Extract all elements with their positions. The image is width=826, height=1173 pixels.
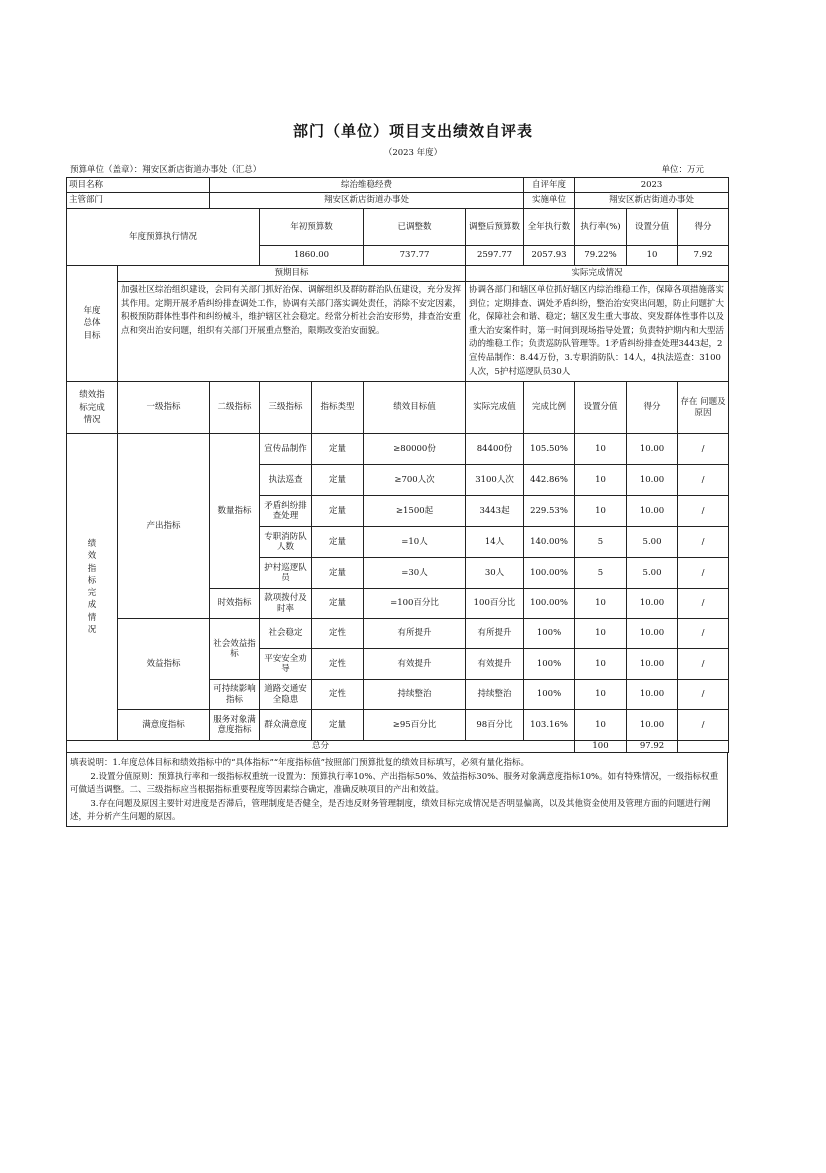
total-label: 总分	[67, 741, 575, 753]
budget-header: 已调整数	[364, 209, 466, 246]
project-name-label: 项目名称	[67, 178, 210, 193]
eval-year-label: 自评年度	[524, 178, 575, 193]
target-cell: =10人	[364, 527, 466, 558]
weight-cell: 10	[575, 434, 627, 465]
indicator-header: 设置分值	[575, 382, 627, 434]
budget-value: 2057.93	[524, 246, 575, 266]
score-cell: 10.00	[627, 465, 678, 496]
type-cell: 定量	[312, 558, 364, 589]
target-cell: =30人	[364, 558, 466, 589]
ratio-cell: 100.00%	[524, 589, 575, 619]
level1-benefit: 效益指标	[118, 619, 210, 710]
level2-timeliness: 时效指标	[210, 589, 260, 619]
budget-row-label: 年度预算执行情况	[67, 209, 260, 266]
type-cell: 定量	[312, 527, 364, 558]
target-cell: 有所提升	[364, 619, 466, 649]
type-cell: 定量	[312, 496, 364, 527]
ratio-cell: 100%	[524, 649, 575, 680]
level3-cell: 执法巡查	[260, 465, 312, 496]
expected-goal-header: 预期目标	[118, 266, 466, 282]
level1-output: 产出指标	[118, 434, 210, 619]
budget-unit: 预算单位（盖章）：翔安区新店街道办事处（汇总）	[70, 165, 262, 175]
weight-cell: 10	[575, 496, 627, 527]
level2-quantity: 数量指标	[210, 434, 260, 589]
ratio-cell: 100%	[524, 619, 575, 649]
total-issue	[678, 741, 729, 753]
issue-cell: /	[678, 619, 729, 649]
budget-header: 全年执行数	[524, 209, 575, 246]
target-cell: ≥80000份	[364, 434, 466, 465]
target-cell: ≥1500起	[364, 496, 466, 527]
target-cell: ≥95百分比	[364, 710, 466, 741]
budget-value: 79.22%	[575, 246, 627, 266]
type-cell: 定量	[312, 710, 364, 741]
currency-unit: 单位：万元	[661, 165, 704, 175]
actual-cell: 84400份	[466, 434, 524, 465]
indicator-header: 得分	[627, 382, 678, 434]
type-cell: 定量	[312, 589, 364, 619]
actual-cell: 98百分比	[466, 710, 524, 741]
budget-value: 10	[627, 246, 678, 266]
score-cell: 10.00	[627, 434, 678, 465]
weight-cell: 10	[575, 680, 627, 710]
indicator-header: 绩效目标值	[364, 382, 466, 434]
weight-cell: 5	[575, 527, 627, 558]
type-cell: 定量	[312, 434, 364, 465]
actual-goal-text: 协调各部门和辖区单位抓好辖区内综治维稳工作，保障各项措施落实到位；定期排查、调处矛盾纠纷，整治治安突出问题，防止问题扩大化，保障社会和谐、稳定；辖区发生重大事故、突发群体性事件以及重大治安案件时，第一时间到现场指导处置；负责特护期内和大型活动的维稳工作；负责巡防队管理等。1矛盾纠纷排查处理3443起，2宣传品制作：8.44万份，3.专职消防队：14人，4执法巡查：3100人次，5护村巡逻队员30人	[466, 282, 729, 382]
issue-cell: /	[678, 710, 729, 741]
target-cell: ≥700人次	[364, 465, 466, 496]
score-cell: 10.00	[627, 496, 678, 527]
impl-unit: 翔安区新店街道办事处	[575, 193, 729, 209]
level3-cell: 宣传品制作	[260, 434, 312, 465]
score-cell: 10.00	[627, 619, 678, 649]
level3-cell: 专职消防队人数	[260, 527, 312, 558]
eval-year: 2023	[575, 178, 729, 193]
level2-service: 服务对象满意度指标	[210, 710, 260, 741]
score-cell: 10.00	[627, 589, 678, 619]
indicators-side-label-text: 绩效指标完成情况	[87, 538, 97, 636]
issue-cell: /	[678, 496, 729, 527]
weight-cell: 10	[575, 465, 627, 496]
indicator-header: 指标类型	[312, 382, 364, 434]
actual-cell: 有效提升	[466, 649, 524, 680]
impl-unit-label: 实施单位	[524, 193, 575, 209]
target-cell: 持续整治	[364, 680, 466, 710]
budget-header: 得分	[678, 209, 729, 246]
indicator-header: 一级指标	[118, 382, 210, 434]
goals-row-label-text: 年度总体目标	[83, 306, 101, 341]
weight-cell: 5	[575, 558, 627, 589]
budget-value: 737.77	[364, 246, 466, 266]
score-cell: 5.00	[627, 527, 678, 558]
goals-row-label	[67, 266, 118, 382]
page-title: 部门（单位）项目支出绩效自评表	[292, 122, 533, 140]
issue-cell: /	[678, 527, 729, 558]
ratio-cell: 103.16%	[524, 710, 575, 741]
level2-social: 社会效益指标	[210, 619, 260, 680]
indicator-header: 实际完成值	[466, 382, 524, 434]
level3-cell: 道路交通安全隐患	[260, 680, 312, 710]
score-cell: 5.00	[627, 558, 678, 589]
issue-cell: /	[678, 680, 729, 710]
type-cell: 定量	[312, 465, 364, 496]
weight-cell: 10	[575, 619, 627, 649]
indicator-header: 存在 问题及原因	[678, 382, 729, 434]
level3-cell: 护村巡逻队员	[260, 558, 312, 589]
budget-header: 执行率(%)	[575, 209, 627, 246]
type-cell: 定性	[312, 649, 364, 680]
type-cell: 定性	[312, 619, 364, 649]
level3-cell: 平安安全劝导	[260, 649, 312, 680]
issue-cell: /	[678, 558, 729, 589]
score-cell: 10.00	[627, 649, 678, 680]
fill-instructions	[66, 753, 728, 827]
target-cell: 有效提升	[364, 649, 466, 680]
budget-header: 年初预算数	[260, 209, 364, 246]
total-score: 97.92	[627, 741, 678, 753]
indicator-header: 三级指标	[260, 382, 312, 434]
note-1: 填表说明：1.年度总体目标和绩效指标中的“具体指标”“年度指标值”按照部门预算批复的绩效目标填写，必须有量化指标。	[70, 758, 529, 768]
project-name: 综治维稳经费	[210, 178, 524, 193]
ratio-cell: 100%	[524, 680, 575, 710]
weight-cell: 10	[575, 710, 627, 741]
indicator-header: 完成比例	[524, 382, 575, 434]
expected-goal-text: 加强社区综治组织建设，会同有关部门抓好治保、调解组织及群防群治队伍建设，充分发挥其作用。定期开展矛盾纠纷排查调处工作，协调有关部门落实调处责任，消除不安定因素，积极预防群体性事件和纠纷械斗，维护辖区社会稳定。经常分析社会治安形势，排查治安重点和突出治安问题，组织有关部门开展重点整治，限期改变治安面貌。	[118, 282, 466, 382]
issue-cell: /	[678, 434, 729, 465]
evaluation-table	[66, 177, 729, 753]
indicators-side-label	[67, 434, 118, 741]
score-cell: 10.00	[627, 710, 678, 741]
level3-cell: 款项拨付及时率	[260, 589, 312, 619]
ratio-cell: 105.50%	[524, 434, 575, 465]
actual-cell: 100百分比	[466, 589, 524, 619]
note-2: 2.设置分值原则：预算执行率和一级指标权重统一设置为：预算执行率10%、产出指标50%、效益指标30%、服务对象满意度指标10%。如有特殊情况，一级指标权重可做适当调整。二、三级指标应当根据指标重要程度等因素综合确定，准确反映项目的产出和效益。	[70, 771, 719, 796]
actual-cell: 持续整治	[466, 680, 524, 710]
indicator-header: 二级指标	[210, 382, 260, 434]
ratio-cell: 140.00%	[524, 527, 575, 558]
note-3: 3.存在问题及原因主要针对进度是否滞后，管理制度是否健全，是否违反财务管理制度，绩效目标完成情况是否明显偏离，以及其他资金使用及管理方面的问题进行阐述，并分析产生问题的原因。	[70, 798, 711, 823]
actual-cell: 有所提升	[466, 619, 524, 649]
indicators-section-label-text: 绩效指标完成情况	[79, 390, 105, 425]
weight-cell: 10	[575, 589, 627, 619]
total-weight: 100	[575, 741, 627, 753]
level1-satisfaction: 满意度指标	[118, 710, 210, 741]
budget-value: 1860.00	[260, 246, 364, 266]
level3-cell: 群众满意度	[260, 710, 312, 741]
actual-cell: 3443起	[466, 496, 524, 527]
target-cell: =100百分比	[364, 589, 466, 619]
level2-sustainability: 可持续影响指标	[210, 680, 260, 710]
type-cell: 定性	[312, 680, 364, 710]
actual-cell: 14人	[466, 527, 524, 558]
actual-cell: 30人	[466, 558, 524, 589]
ratio-cell: 442.86%	[524, 465, 575, 496]
score-cell: 10.00	[627, 680, 678, 710]
ratio-cell: 229.53%	[524, 496, 575, 527]
budget-value: 2597.77	[466, 246, 524, 266]
issue-cell: /	[678, 649, 729, 680]
actual-cell: 3100人次	[466, 465, 524, 496]
dept: 翔安区新店街道办事处	[210, 193, 524, 209]
level3-cell: 矛盾纠纷排查处理	[260, 496, 312, 527]
budget-value: 7.92	[678, 246, 729, 266]
budget-header: 调整后预算数	[466, 209, 524, 246]
ratio-cell: 100.00%	[524, 558, 575, 589]
level3-cell: 社会稳定	[260, 619, 312, 649]
report-year: （2023 年度）	[383, 148, 443, 158]
issue-cell: /	[678, 589, 729, 619]
actual-goal-header: 实际完成情况	[466, 266, 729, 282]
issue-cell: /	[678, 465, 729, 496]
dept-label: 主管部门	[67, 193, 210, 209]
indicators-section-label	[67, 382, 118, 434]
budget-header: 设置分值	[627, 209, 678, 246]
weight-cell: 10	[575, 649, 627, 680]
